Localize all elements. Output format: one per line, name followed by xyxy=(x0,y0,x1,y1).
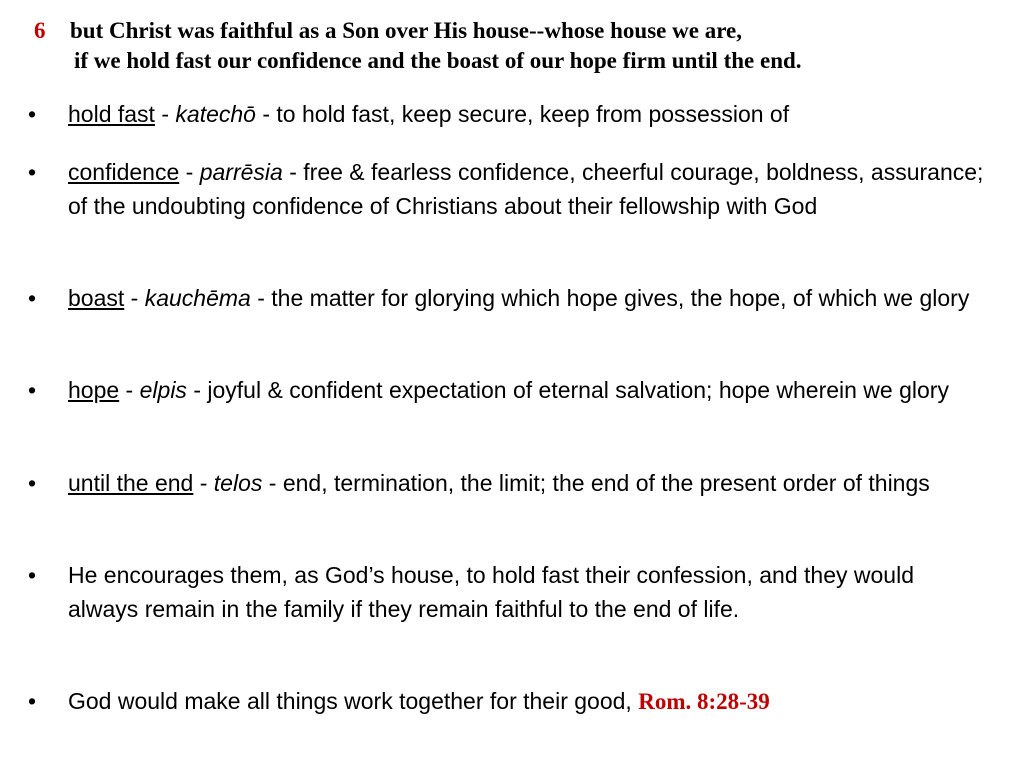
definition-term: hold fast xyxy=(68,101,155,127)
definition-text: end, termination, the limit; the end of the present order of things xyxy=(282,470,930,496)
definition-item xyxy=(28,98,988,132)
separator: - xyxy=(124,285,145,311)
definition-text: the matter for glorying which hope gives, the hope, of which we glory xyxy=(271,285,970,311)
definition-term: confidence xyxy=(68,159,180,185)
greek-word: elpis xyxy=(139,377,187,403)
bullet-icon: • xyxy=(28,688,37,714)
definition-item xyxy=(28,374,988,408)
note-text: God would make all things work together for their good, xyxy=(68,688,639,714)
separator: - xyxy=(186,377,208,403)
greek-word: katechō xyxy=(175,101,256,127)
bullet-icon: • xyxy=(28,101,37,127)
note-text: He encourages them, as God’s house, to hold fast their confession, and they would always remain in the family if they remain faithful to the end of life. xyxy=(68,562,914,622)
verse-line-1 xyxy=(34,16,802,46)
verse-number: 6 xyxy=(34,18,46,43)
definition-term: boast xyxy=(68,285,125,311)
bullet-icon: • xyxy=(28,159,37,185)
definition-item xyxy=(28,467,988,501)
separator: - xyxy=(262,470,283,496)
bullet-icon: • xyxy=(28,285,37,311)
note-item xyxy=(28,559,988,626)
verse-block xyxy=(34,16,802,76)
definition-text: joyful & confident expectation of eternal salvation; hope wherein we glory xyxy=(207,377,949,403)
greek-word: kauchēma xyxy=(144,285,251,311)
verse-text-line-1: but Christ was faithful as a Son over His house--whose house we are, xyxy=(70,18,742,43)
separator: - xyxy=(250,285,272,311)
bullet-icon: • xyxy=(28,377,37,403)
definition-term: hope xyxy=(68,377,120,403)
definition-item xyxy=(28,156,988,223)
separator: - xyxy=(119,377,140,403)
definition-term: until the end xyxy=(68,470,194,496)
greek-word: parrēsia xyxy=(199,159,283,185)
definition-text: free & fearless confidence, cheerful courage, boldness, assurance; of the undoubting confidence of Christians about their fellowship with God xyxy=(68,159,984,219)
separator: - xyxy=(255,101,277,127)
greek-word: telos xyxy=(213,470,263,496)
separator: - xyxy=(179,159,200,185)
separator: - xyxy=(193,470,214,496)
definition-text: to hold fast, keep secure, keep from possession of xyxy=(276,101,790,127)
definition-item xyxy=(28,282,988,316)
note-item xyxy=(28,685,988,719)
bullet-icon: • xyxy=(28,470,37,496)
separator: - xyxy=(282,159,304,185)
scripture-reference: Rom. 8:28-39 xyxy=(638,689,770,714)
bullet-icon: • xyxy=(28,562,37,588)
verse-text-line-2: if we hold fast our confidence and the boast of our hope firm until the end. xyxy=(74,48,802,73)
separator: - xyxy=(154,101,176,127)
